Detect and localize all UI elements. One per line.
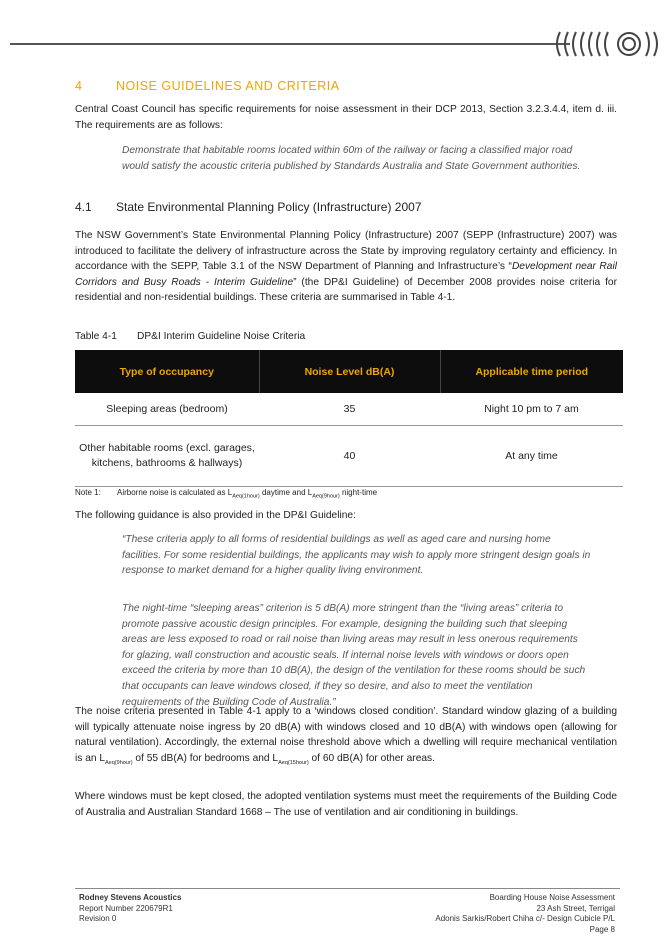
intro-paragraph: Central Coast Council has specific requirements for noise assessment in their DCP 2013, Section 3.2.3.4.4, item d. iii. The requirements are as follows: — [75, 104, 617, 131]
subsection-heading — [75, 200, 422, 214]
table-caption-number: Table 4-1 — [75, 331, 117, 342]
para-text: The noise criteria presented in Table 4-1 apply to a ‘windows closed condition’. Standard window glazing of a building will typically attenuate noise ingress by 20 dB(A) with windows closed and 10 dB(A) with windows open (allowing for natural ventilation). Accordingly, the external noise threshold above which a dwelling will require mechanical ventilation is an L — [75, 706, 617, 764]
para-subscript: Aeq(15hour) — [278, 759, 309, 766]
table-caption — [75, 331, 305, 342]
header-occupancy: Type of occupancy — [75, 350, 259, 393]
table-row — [75, 393, 623, 426]
footer-rule — [75, 888, 620, 889]
guideline-title: Development near Rail Corridors and Busy Roads - Interim Guideline — [75, 261, 617, 288]
table-cell: Other habitable rooms (excl. garages, kitchens, bathrooms & hallways) — [75, 426, 259, 487]
subsection-number: 4.1 — [75, 200, 92, 214]
footer-client: Adonis Sarkis/Robert Chiha c/- Design Cubicle P/L — [435, 914, 615, 923]
note-subscript: Aeq(9hour) — [312, 493, 340, 500]
sepp-paragraph — [75, 228, 617, 306]
table-caption-title: DP&I Interim Guideline Noise Criteria — [137, 331, 306, 342]
header-time-period: Applicable time period — [440, 350, 623, 393]
table-cell: Night 10 pm to 7 am — [440, 393, 623, 426]
sound-wave-logo-icon — [554, 26, 666, 62]
guideline-quote-2: The night-time “sleeping areas” criterion is 5 dB(A) more stringent than the “living areas” criteria to promote passive acoustic design principles. For example, designing the building such that sleeping areas are less exposed to road or rail noise than living areas may result in less onerous requirements for glazing, wall construction and acoustic seals. If internal noise levels with windows or doors open exceed the criteria by more than 10 dB(A), the design of the ventilation for these rooms should be such that occupants can leave windows closed, if they so desire, and also to meet the ventilation requirements of the Building Code of Australia.” — [122, 603, 586, 708]
table-header-row — [75, 350, 623, 393]
guideline-quote-1: “These criteria apply to all forms of residential buildings as well as aged care and nursing home facilities. For some residential buildings, the applicants may wish to apply more stringent design goals in response to market demand for a higher quality living environment. — [122, 534, 591, 577]
footer-company: Rodney Stevens Acoustics — [79, 893, 182, 902]
table-cell: At any time — [440, 426, 623, 487]
footer-address: 23 Ash Street, Terrigal — [536, 903, 615, 913]
sepp-text-1: The NSW Government’s State Environmental Planning Policy (Infrastructure) 2007 (SEPP (Infrastructure) 2007) was introduced to facilitate the delivery of infrastructure across the State by improving regulatory certainty and efficiency. In accordance with the SEPP, Table 3.1 of the NSW Department of Planning and Infrastructure’s “ — [75, 230, 617, 273]
para-text: of 60 dB(A) for other areas. — [308, 752, 435, 764]
table-row — [75, 426, 623, 487]
guidance-intro: The following guidance is also provided in the DP&I Guideline: — [75, 510, 356, 521]
note-subscript: Aeq(1hour) — [232, 493, 260, 500]
footer-page-number: Page 8 — [589, 924, 615, 934]
footer-left — [79, 893, 181, 925]
ventilation-paragraph: Where windows must be kept closed, the adopted ventilation systems must meet the requirements of the Building Code of Australia and Australian Standard 1668 – The use of ventilation and air conditioning in buildings. — [75, 791, 617, 818]
section-number: 4 — [75, 79, 83, 93]
table-cell: 35 — [259, 393, 440, 426]
noise-criteria-table — [75, 350, 623, 487]
table-cell: 40 — [259, 426, 440, 487]
footer-doc-title: Boarding House Noise Assessment — [489, 893, 615, 902]
dcp-quote: Demonstrate that habitable rooms located within 60m of the railway or facing a classified major road would satisfy the acoustic criteria published by Standards Australia and State Government authorities. — [122, 145, 581, 172]
windows-closed-paragraph — [75, 704, 617, 771]
footer-revision: Revision 0 — [79, 914, 117, 923]
para-subscript: Aeq(9hour) — [105, 759, 133, 766]
note-label: Note 1: — [75, 488, 101, 497]
footer-report-number: Report Number 220679R1 — [79, 903, 173, 913]
subsection-title: State Environmental Planning Policy (Infrastructure) 2007 — [116, 200, 422, 214]
section-title: NOISE GUIDELINES AND CRITERIA — [116, 79, 340, 93]
sepp-text-2: ” (the DP&I Guideline) of December 2008 provides noise criteria for residential and non-residential buildings. These criteria are summarised in Table 4-1. — [75, 276, 617, 304]
note-text: Airborne noise is calculated as L — [117, 488, 233, 497]
header-rule — [10, 43, 570, 45]
table-note — [75, 488, 377, 500]
para-text: of 55 dB(A) for bedrooms and L — [132, 752, 279, 764]
section-heading — [75, 79, 340, 93]
header-noise-level: Noise Level dB(A) — [259, 350, 440, 393]
note-text: night-time — [339, 488, 378, 497]
footer-right — [435, 893, 615, 935]
table-cell: Sleeping areas (bedroom) — [75, 393, 259, 426]
note-text: daytime and L — [259, 488, 313, 497]
